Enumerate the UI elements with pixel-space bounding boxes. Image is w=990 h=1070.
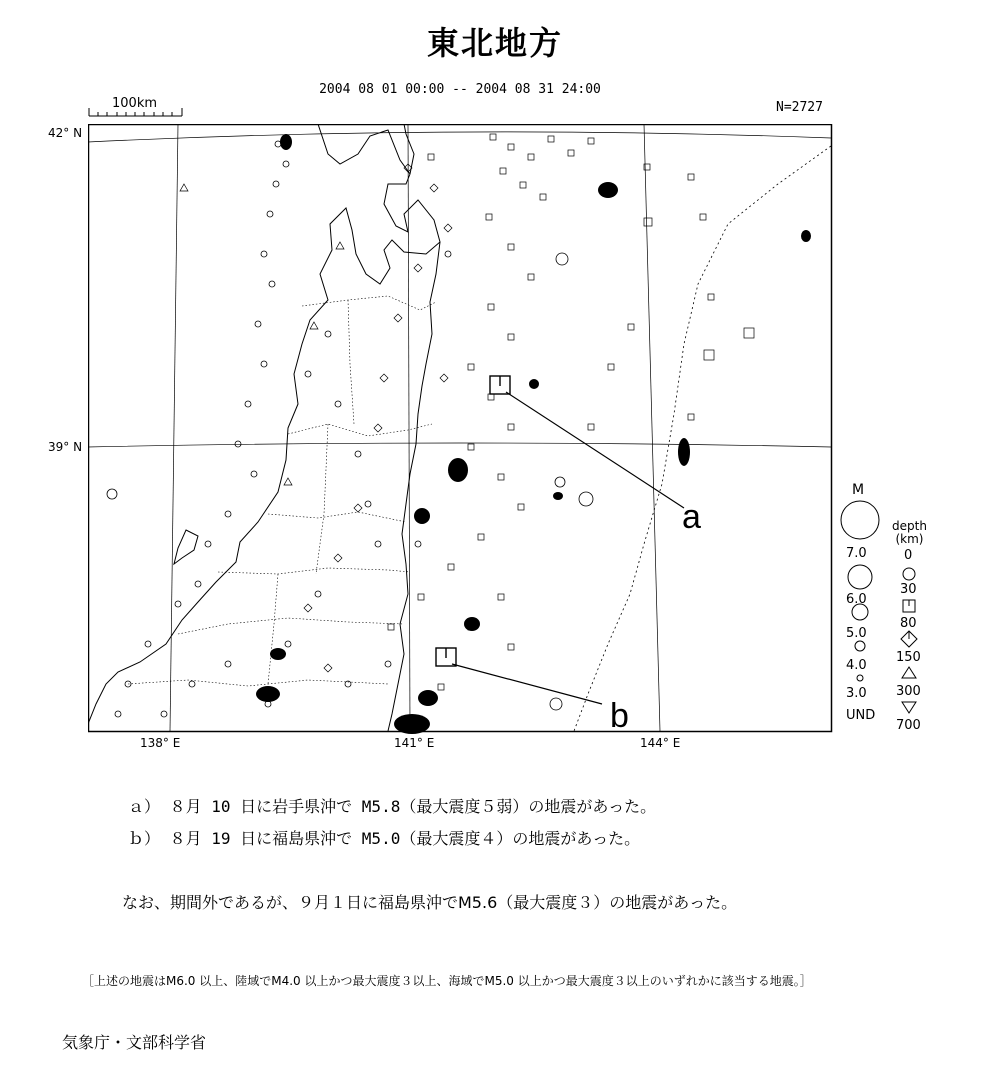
legend-magnitude-title: M: [852, 482, 865, 498]
callout-a: a: [682, 498, 701, 536]
scale-bar: [88, 104, 184, 118]
legend-depth-150: 150: [896, 650, 921, 665]
legend-depth-30: 30: [900, 582, 917, 597]
legend-mag-7: 7.0: [846, 546, 867, 561]
event-count: N=2727: [776, 100, 823, 115]
legend-depth-80: 80: [900, 616, 917, 631]
legend-mag-6: 6.0: [846, 592, 867, 607]
scale-label: 100km: [112, 96, 158, 111]
agency-credit: 気象庁・文部科学省: [62, 1033, 207, 1052]
legend-mag-4: 4.0: [846, 658, 867, 673]
criteria-note: ［上述の地震はM6.0 以上、陸域でM4.0 以上かつ最大震度３以上、海域でM5.0 以上かつ最大震度３以上のいずれかに該当する地震。］: [82, 974, 812, 988]
lon-label-141: 141° E: [394, 736, 435, 750]
note-extra: なお、期間外であるが、９月１日に福島県沖でM5.6（最大震度３）の地震があった。: [122, 893, 738, 912]
legend-mag-3: 3.0: [846, 686, 867, 701]
note-b: ｂ） ８月 19 日に福島県沖で M5.0（最大震度４）の地震があった。: [128, 829, 641, 848]
lat-label-42: 42° N: [48, 126, 83, 140]
lon-label-144: 144° E: [640, 736, 681, 750]
legend-depth-700: 700: [896, 718, 921, 733]
legend-mag-5: 5.0: [846, 626, 867, 641]
epicenter-map: [88, 124, 834, 734]
legend-depth-300: 300: [896, 684, 921, 699]
lon-label-138: 138° E: [140, 736, 181, 750]
map-title: 東北地方: [426, 24, 563, 62]
lat-label-39: 39° N: [48, 440, 83, 454]
callout-b: b: [610, 697, 629, 734]
legend-depth-title: depth (km): [892, 519, 927, 546]
note-a: ａ） ８月 10 日に岩手県沖で M5.8（最大震度５弱）の地震があった。: [128, 797, 657, 816]
legend-depth-0: 0: [904, 548, 913, 563]
period-label: 2004 08 01 00:00 -- 2004 08 31 24:00: [319, 82, 601, 97]
legend-mag-und: UND: [846, 708, 876, 723]
